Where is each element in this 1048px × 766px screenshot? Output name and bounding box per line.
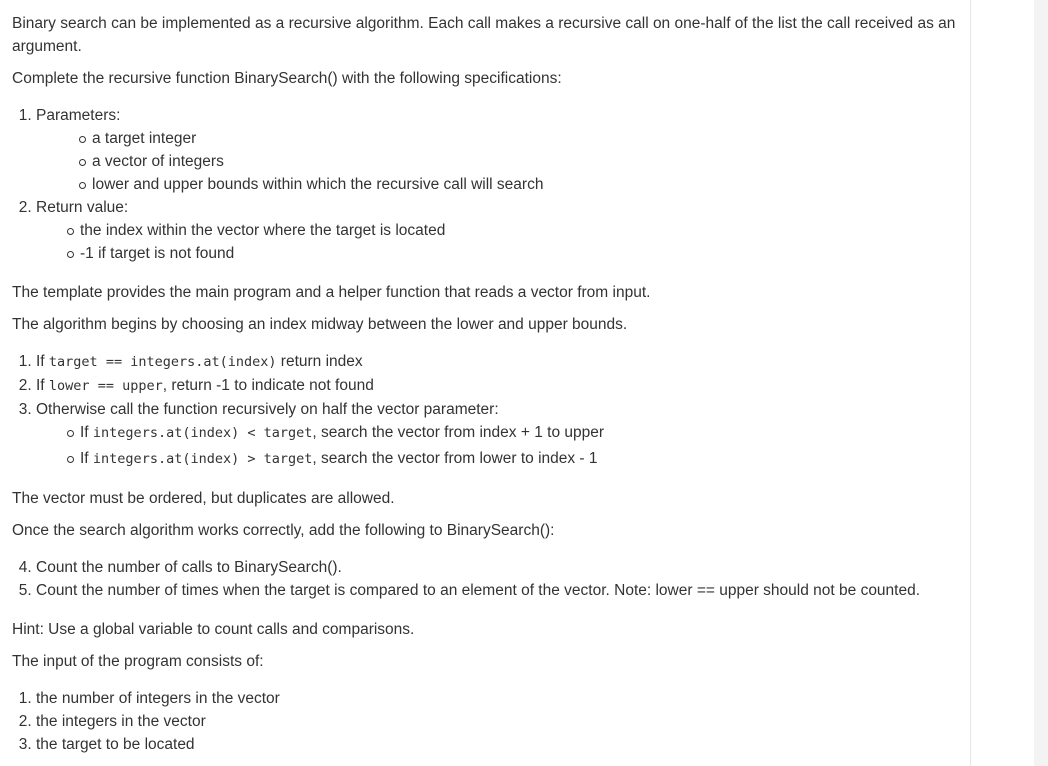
spec-item-return (36, 196, 970, 265)
code-lower-equals-upper: lower == upper (48, 378, 163, 394)
return-item: the index within the vector where the target is located (80, 219, 970, 242)
input-item: 3. the target to be located (36, 733, 970, 756)
input-list (12, 687, 970, 756)
algorithm-steps (12, 350, 970, 471)
recurse-lower-half: If integers.at(index) > target, search the vector from lower to index - 1 (80, 447, 970, 471)
param-item: a target integer (92, 127, 970, 150)
input-item: 1. the number of integers in the vector (36, 687, 970, 710)
once-paragraph: Once the search algorithm works correctly, add the following to BinarySearch(): (12, 522, 555, 539)
step-found: 1. If target == integers.at(index) return index (36, 350, 970, 374)
input-paragraph: The input of the program consists of: (12, 653, 264, 670)
ordered-paragraph: The vector must be ordered, but duplicates are allowed. (12, 490, 395, 507)
panel-divider (970, 0, 971, 766)
spec-label-parameters: Parameters: (36, 107, 121, 124)
recurse-sublist (36, 421, 970, 471)
input-item: 2. the integers in the vector (36, 710, 970, 733)
recurse-upper-half: If integers.at(index) < target, search the vector from index + 1 to upper (80, 421, 970, 445)
step-not-found: 2. If lower == upper, return -1 to indicate not found (36, 374, 970, 398)
count-list (12, 556, 970, 602)
count-item-comparisons: 5. Count the number of times when the target is compared to an element of the vector. Note: lower == upper should not be counted. (36, 579, 970, 602)
count-item-calls: 4. Count the number of calls to BinarySearch(). (36, 556, 970, 579)
spec-list (12, 104, 970, 265)
param-sublist (36, 127, 970, 196)
algorithm-paragraph: The algorithm begins by choosing an index midway between the lower and upper bounds. (12, 316, 628, 333)
code-target-equals: target == integers.at(index) (48, 354, 277, 370)
scrollbar-track[interactable] (1034, 0, 1048, 766)
param-item: a vector of integers (92, 150, 970, 173)
template-paragraph: The template provides the main program and a helper function that reads a vector from input. (12, 284, 651, 301)
code-less-than: integers.at(index) < target (92, 425, 313, 441)
spec-item-parameters (36, 104, 970, 196)
spec-label-return: Return value: (36, 199, 129, 216)
return-item: -1 if target is not found (80, 242, 970, 265)
return-sublist (36, 219, 970, 265)
step-recurse: 3. Otherwise call the function recursively on half the vector parameter: If integers.at(index) < target, search the vector from index + 1 to upper If integers.at(index) > target, search the vector from lower to index - 1 (36, 398, 970, 471)
complete-paragraph: Complete the recursive function BinarySearch() with the following specifications: (12, 70, 562, 87)
intro-paragraph: Binary search can be implemented as a recursive algorithm. Each call makes a recursive call on one-half of the list the call received as an argument. (12, 15, 956, 55)
code-greater-than: integers.at(index) > target (92, 451, 313, 467)
param-item: lower and upper bounds within which the recursive call will search (92, 173, 970, 196)
hint-paragraph: Hint: Use a global variable to count calls and comparisons. (12, 621, 415, 638)
